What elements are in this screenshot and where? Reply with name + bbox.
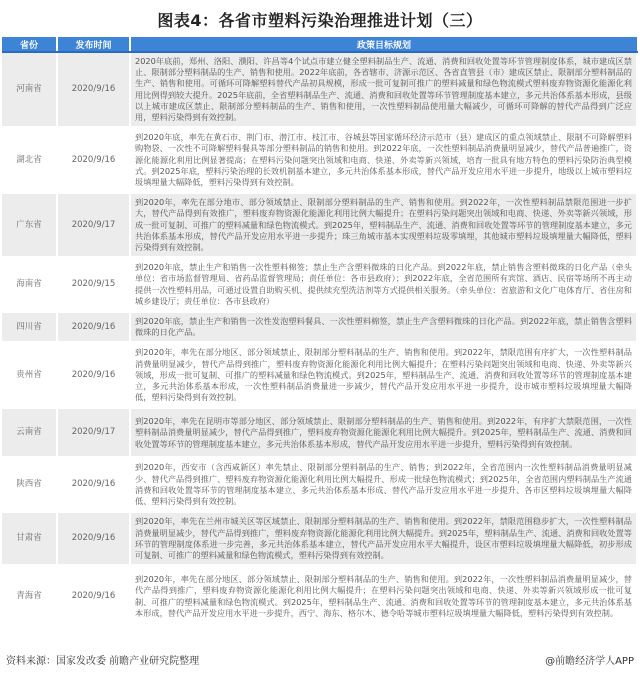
header-province: 省份 (2, 37, 57, 52)
table-row (2, 312, 637, 343)
header-policy: 政策目标规划 (130, 37, 637, 52)
date-cell: 2020/9/16 (57, 566, 130, 628)
date-cell: 2020/9/17 (57, 408, 130, 458)
policy-cell: 到2020年，率先在部分地区、部分领域禁止、限制部分塑料制品的生产、销售和使用。到2022年，禁限范围有序扩大，一次性塑料制品消费量明显减少，替代产品得到推广，塑料废弃物资源化能源化利用比例大幅提升；在塑料污染问题突出领域和电商、快递、外卖等新兴领域，形成一批可复制、可推广的塑料减量和绿色物流模式。到2025年，塑料制品生产、流通、消费和回收处置等环节的管理制度基本建立，多元共治体系基本形成，一次性塑料制品消费量进一步减少，替代产品开发应用水平进一步提升，设市城市塑料垃圾填埋量大幅降低，塑料污染得到有效控制。 (130, 343, 637, 408)
policy-cell: 到2020年，率先在部分地市、部分领域禁止、限制部分塑料制品的生产、销售和使用。到2022年，一次性塑料制品禁限范围进一步扩大，替代产品得到有效推广，塑料废弃物资源化能源化利用比例大幅提升；在塑料污染问题突出领域和电商、快递、外卖等新兴领域，形成一批可复制、可推广的塑料减量和绿色物流模式。到2025年，塑料制品生产、流通、消费和回收处置等环节的管理制度基本建立，多元共治体系基本形成，替代产品开发应用水平进一步提升；珠三角城市基本实现塑料垃圾零填埋，其他城市塑料垃圾填埋量大幅降低，塑料污染得到有效控制。 (130, 193, 637, 258)
table-header (2, 37, 637, 52)
table-row (2, 512, 637, 566)
table-row (2, 408, 637, 458)
source-note: 资料来源：国家发改委 前瞻产业研究院整理 (6, 656, 200, 667)
policy-cell: 到2020年，西安市（含西咸新区）率先禁止、限制部分塑料制品的生产、销售；到2022年，全省范围内一次性塑料制品消费量明显减少、替代产品得到推广、塑料废弃物资源化能源化利用比例大幅提升、形成一批绿色物流模式；到2025年，全省范围内塑料制品生产流通消费和回收处置等环节的管理制度基本建立、多元共治体系基本形成、替代产品开发应用水平进一步提升、各市区塑料垃圾填埋量大幅降低、塑料污染得到有效控制。 (130, 458, 637, 512)
province-cell: 海南省 (2, 258, 57, 312)
province-cell: 甘肃省 (2, 512, 57, 566)
date-cell: 2020/9/16 (57, 128, 130, 193)
date-cell: 2020/9/16 (57, 343, 130, 408)
page-title: 图表4：各省市塑料污染治理推进计划（三） (157, 11, 483, 30)
table-row (2, 52, 637, 128)
footer (6, 652, 634, 667)
province-cell: 陕西省 (2, 458, 57, 512)
policy-cell: 到2020年，率先在兰州市城关区等区域禁止、限制部分塑料制品的生产、销售和使用。到2022年，禁限范围稳步扩大，一次性塑料制品消费量明显减少，替代产品得到推广，塑料废弃物资源化能源化利用比例大幅提升。到2025年，塑料制品生产、流通、消费和回收处置等环节的管理制度体系进一步完善，多元共治体系基本建立，替代产品开发应用水平大幅提升，设区市塑料垃圾填埋量大幅降低，初步形成可复制、可推广的塑料减量和绿色物流模式，塑料污染得到有效控制。 (130, 512, 637, 566)
province-cell: 广东省 (2, 193, 57, 258)
date-cell: 2020/9/16 (57, 312, 130, 343)
province-cell: 贵州省 (2, 343, 57, 408)
table-row (2, 343, 637, 408)
province-cell: 河南省 (2, 52, 57, 128)
date-cell: 2020/9/16 (57, 458, 130, 512)
policy-cell: 2020年底前，郑州、洛阳、濮阳、许昌等4个试点市建立健全塑料制品生产、流通、消费和回收处置等环节管理制度体系，城市建成区禁止、限制部分塑料制品的生产、销售和使用。2022年底前，各省辖市、济源示范区、各省直管县（市）建成区禁止、限制部分塑料制品的生产、销售和使用。可循环可降解塑料替代产品初具规模，形成一批可复制可推广的塑料减量和绿色物流模式塑料废弃物资源化能源化利用比例得到较大提升。2025年底前，全省塑料制品生产、流通、消费和回收处置等环节管理制度基本建立，多元共治体系基本形成，县级以上城市建成区禁止、限制部分塑料制品的生产、销售和使用，一次性塑料制品使用量大幅减少，可循环可降解的替代产品得到广泛应用，塑料污染得到有效控制。 (130, 52, 637, 128)
date-cell: 2020/9/16 (57, 512, 130, 566)
policy-cell: 到2020年，率先在昆明市等部分地区、部分领域禁止、限制部分塑料制品的生产、销售和使用。到2022年，有序扩大禁限范围，一次性塑料制品消费量明显减少，替代产品得到推广，塑料废弃物资源化能源化利用比例大幅提升。到2025年，塑料制品生产、流通、消费和回收处置等环节的管理制度基本建立，多元共治体系基本形成，替代产品开发应用水平进一步提升，塑料污染得到有效控制。 (130, 408, 637, 458)
table-row (2, 566, 637, 628)
policy-table (2, 37, 638, 629)
province-cell: 四川省 (2, 312, 57, 343)
table-row (2, 458, 637, 512)
table-row (2, 193, 637, 258)
date-cell: 2020/9/15 (57, 258, 130, 312)
province-cell: 云南省 (2, 408, 57, 458)
header-date: 发布时间 (57, 37, 130, 52)
policy-cell: 到2020年底，率先在黄石市、荆门市、潜江市、枝江市、谷城县等国家循环经济示范市（县）建成区的重点领域禁止、限制不可降解塑料购物袋、一次性不可降解塑料餐具等部分塑料制品的销售和使用。到2022年底，一次性塑料制品消费量明显减少，替代产品普遍推广，资源化能源化利用比例显著提高；在塑料污染问题突出领域和电商、快递、外卖等新兴领域，培育一批具有地方特色的塑料污染防治典型模式。到2025年底，塑料污染治理的长效机制基本建立，多元共治体系基本形成，替代产品开发应用水平进一步提升，地级以上城市塑料垃圾填埋量大幅降低，塑料污染得到有效控制。 (130, 128, 637, 193)
policy-cell: 到2020年底，禁止生产和销售一次性发泡塑料餐具、一次性塑料棉签，禁止生产含塑料微珠的日化产品。到2022年底，禁止销售含塑料微珠的日化产品。 (130, 312, 637, 343)
policy-cell: 到2020年，率先在部分地区、部分领域禁止、限制部分塑料制品的生产、销售和使用。到2022年，一次性塑料制品消费量明显减少，替代产品得到推广，塑料废弃物资源化能源化利用比例大幅提升；在塑料污染问题突出领域和电商、快递、外卖等新兴领域形成一批可复制、可推广的塑料减量和绿色物流模式。到2025年，塑料制品生产、流通、消费和回收处置等环节的管理制度基本建立，多元共治体系基本形成，替代产品开发应用水平进一步提升，西宁、海东、格尔木、德令哈等城市塑料垃圾填埋量大幅降低，塑料污染得到有效控制。 (130, 566, 637, 628)
province-cell: 青海省 (2, 566, 57, 628)
policy-cell: 到2020年底，禁止生产和销售一次性塑料棉签；禁止生产含塑料微珠的日化产品。到2022年底，禁止销售含塑料微珠的日化产品（牵头单位：省市场监督管理局、省药品监督管理局；责任单位：各市县政府）；到2022年底，全省范围所有宾馆、酒店、民宿等场所不再主动提供一次性塑料用品，可通过设置自助购买机、提供续充型洗洁剂等方式提供相关服务。（牵头单位：省旅游和文化广电体育厅、省住房和城乡建设厅；责任单位：各市县政府） (130, 258, 637, 312)
table-row (2, 128, 637, 193)
date-cell: 2020/9/16 (57, 52, 130, 128)
credit: @前瞻经济学人APP (545, 656, 634, 667)
province-cell: 湖北省 (2, 128, 57, 193)
table-row (2, 258, 637, 312)
date-cell: 2020/9/17 (57, 193, 130, 258)
